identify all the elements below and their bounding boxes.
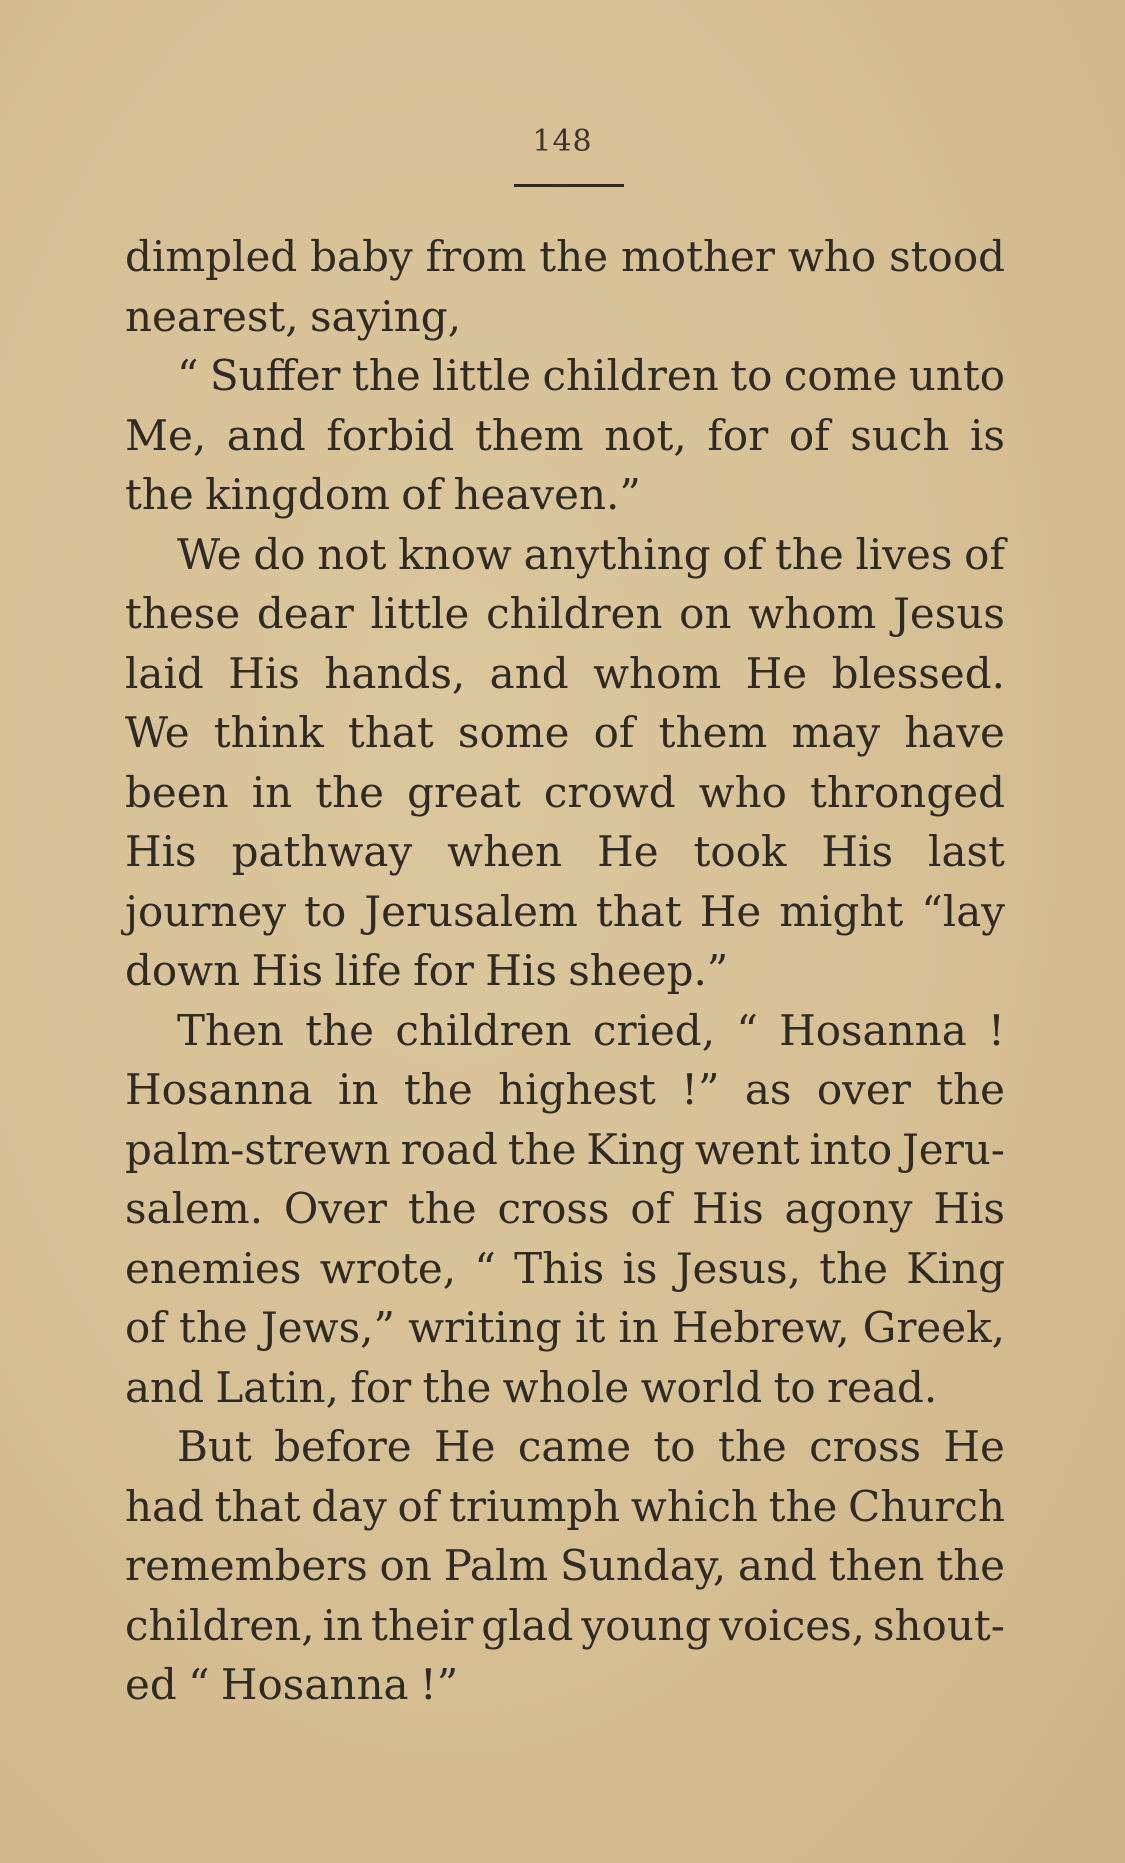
text-line: Hosanna in the highest !” as over the	[125, 1065, 1005, 1114]
text-line: and Latin, for the whole world to read.	[125, 1362, 938, 1412]
header-rule	[514, 184, 624, 187]
text-line: laid His hands, and whom He blessed.	[125, 648, 1005, 698]
text-line: remembers on Palm Sunday, and then the	[125, 1541, 1005, 1590]
text-line: We do not know anything of the lives of	[177, 529, 1005, 579]
text-line: Me, and forbid them not, for of such is	[125, 410, 1005, 460]
text-line: journey to Jerusalem that He might “lay	[125, 886, 1005, 936]
text-line: these dear little children on whom Jesus	[125, 589, 1005, 638]
text-line: enemies wrote, “ This is Jesus, the King	[125, 1243, 1005, 1293]
text-line: Then the children cried, “ Hosanna !	[177, 1005, 1005, 1055]
body-text	[125, 227, 1005, 1715]
page-number: 148	[532, 124, 593, 159]
text-line: “ Suffer the little children to come unto	[177, 351, 1005, 400]
text-line: dimpled baby from the mother who stood	[125, 232, 1005, 281]
text-line: nearest, saying,	[125, 291, 462, 341]
text-line: His pathway when He took His last	[125, 827, 1005, 876]
text-line: of the Jews,” writing it in Hebrew, Greek,	[125, 1303, 1005, 1352]
text-line: been in the great crowd who thronged	[125, 767, 1005, 817]
text-line: had that day of triumph which the Church	[125, 1481, 1005, 1531]
text-line: the kingdom of heaven.”	[125, 470, 641, 519]
text-line: salem. Over the cross of His agony His	[125, 1184, 1005, 1233]
text-line: But before He came to the cross He	[177, 1422, 1005, 1471]
text-line: We think that some of them may have	[125, 708, 1005, 757]
text-line: down His life for His sheep.”	[125, 946, 729, 995]
text-line: children, in their glad young voices, shout-	[125, 1600, 1005, 1650]
text-line: palm-strewn road the King went into Jeru-	[125, 1124, 1005, 1174]
text-line: ed “ Hosanna !”	[125, 1660, 459, 1709]
